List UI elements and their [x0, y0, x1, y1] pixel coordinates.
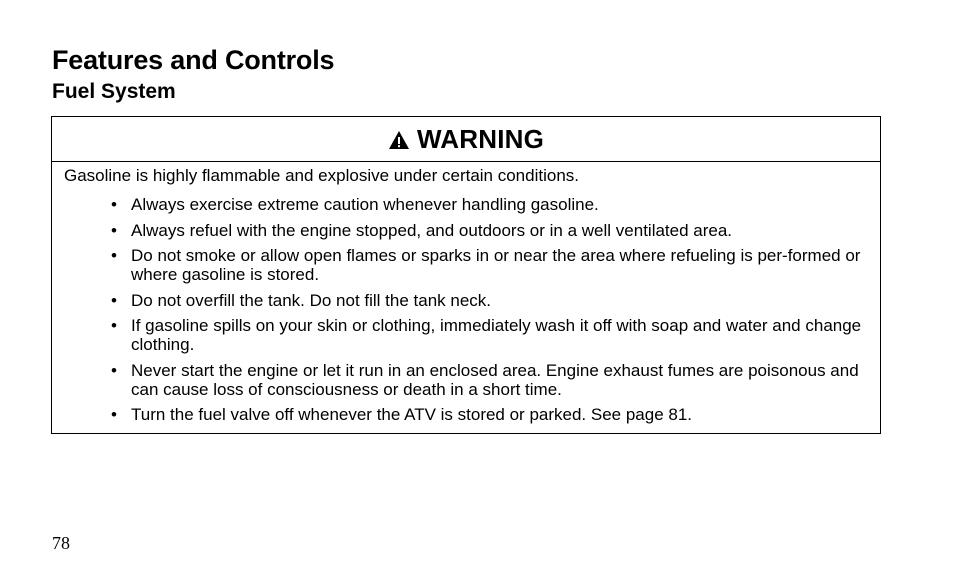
- warning-item-text: If gasoline spills on your skin or clothing, immediately wash it off with soap and water and change clothing.: [131, 316, 862, 354]
- warning-item: [109, 316, 866, 354]
- bullet-icon: •: [111, 405, 117, 424]
- warning-item-text: Always refuel with the engine stopped, and outdoors or in a well ventilated area.: [131, 220, 733, 240]
- warning-item-text: Do not overfill the tank. Do not fill the tank neck.: [131, 290, 492, 310]
- warning-item: [109, 195, 866, 214]
- warning-item-text: Do not smoke or allow open flames or sparks in or near the area where refueling is per-formed or where gasoline is stored.: [131, 246, 861, 284]
- warning-box: [51, 116, 881, 434]
- warning-label: WARNING: [416, 124, 545, 154]
- bullet-icon: •: [111, 195, 117, 214]
- warning-item: [109, 405, 866, 424]
- warning-item: [109, 361, 866, 399]
- section-title: Features and Controls: [52, 45, 335, 75]
- warning-triangle-icon: [388, 130, 410, 150]
- warning-intro: Gasoline is highly flammable and explosive under certain conditions.: [64, 166, 580, 185]
- bullet-icon: •: [111, 220, 117, 240]
- warning-header: [52, 117, 880, 162]
- subsection-title: Fuel System: [52, 80, 176, 103]
- bullet-icon: •: [111, 246, 117, 265]
- bullet-icon: •: [111, 316, 117, 335]
- bullet-icon: •: [111, 290, 117, 310]
- bullet-icon: •: [111, 360, 117, 380]
- warning-item: [109, 246, 866, 284]
- warning-item-text: Always exercise extreme caution whenever handling gasoline.: [131, 195, 599, 214]
- page-number: 78: [52, 533, 70, 553]
- warning-item-text: Turn the fuel valve off whenever the ATV is stored or parked. See page 81.: [131, 405, 693, 424]
- warning-item-text: Never start the engine or let it run in an enclosed area. Engine exhaust fumes are poisonous and can cause loss of consciousness or death in a short time.: [131, 360, 859, 399]
- warning-list: [64, 195, 866, 424]
- warning-item: [109, 291, 866, 310]
- warning-body: [52, 162, 880, 424]
- warning-item: [109, 221, 866, 240]
